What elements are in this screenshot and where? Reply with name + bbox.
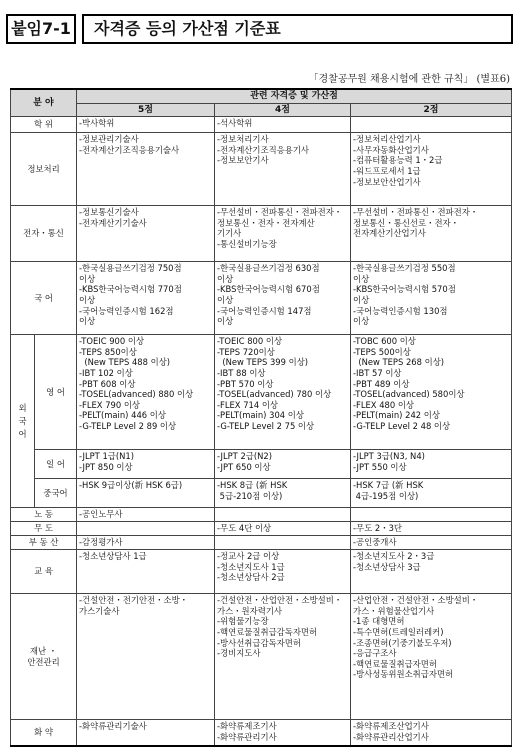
cell-line: -KBS한국어능력시험 670점: [217, 284, 320, 295]
cell-line: 전자계산기산업기사: [353, 228, 426, 239]
cell-5: [77, 479, 215, 508]
cell-5: [77, 206, 215, 262]
foreign-language-group: [11, 335, 35, 508]
cell-line: (New TEPS 399 이상): [217, 357, 309, 368]
cell-line: -KBS한국어능력시험 570점: [353, 284, 456, 295]
cell-line: -건설안전・산업안전・소방설비・: [217, 595, 343, 606]
table-row: [11, 206, 512, 262]
cell-line: -TEPS 850이상: [79, 346, 137, 357]
cell-line: -1종 대형면허: [353, 616, 405, 627]
field-cell: 국 어: [11, 262, 77, 335]
cell-4: [215, 262, 351, 335]
cell-line: -조종면허(기중기불도우저): [353, 637, 452, 648]
cell-line: -HSK 9급이상(新 HSK 6급): [79, 480, 183, 491]
cell-line: 정보통신・통신선로・전자・: [353, 217, 460, 228]
cell-line: -응급구조사: [353, 648, 397, 659]
field-cell: 정보처리: [11, 133, 77, 206]
cell-5: [77, 335, 215, 450]
cell-line: -정보처리산업기사: [353, 134, 421, 145]
cell-2: [351, 508, 512, 522]
source-note: 「경찰공무원 채용시험에 관한 규칙」 (별표6): [308, 74, 510, 85]
cell-4: [215, 594, 351, 720]
table-row: [11, 550, 512, 594]
cell-line: -정보보안기사: [217, 155, 269, 166]
cell-5: [77, 594, 215, 720]
cell-line: -JPT 550 이상: [353, 461, 407, 472]
cell-line: -화약류관리산업기사: [353, 731, 429, 742]
cell-4: [215, 450, 351, 479]
cell-line: -무도 2・3단: [353, 523, 402, 534]
table-body: [11, 117, 512, 746]
subfield-cell: 중국어: [35, 479, 77, 508]
field-cell: 부 동 산: [11, 536, 77, 550]
cell-4: [215, 479, 351, 508]
cell-line: -방사선취급감독자면허: [217, 637, 301, 648]
cell-line: -TEPS 720이상: [217, 346, 275, 357]
cell-line: -감정평가사: [79, 537, 123, 548]
cell-line: -핵연료물질취급자면허: [353, 658, 437, 669]
cell-line: 이상: [79, 316, 96, 327]
cell-5: [77, 508, 215, 522]
cell-line: -무선설비・전파통신・전파전자・: [353, 207, 479, 218]
cell-line: 기기사: [217, 228, 242, 239]
col-5-header: 5점: [77, 103, 215, 117]
table-row: [11, 479, 512, 508]
attachment-badge: 붙임7-1: [6, 14, 76, 44]
cell-2: [351, 479, 512, 508]
cell-line: -한국실용글쓰기검정 750점: [79, 263, 182, 274]
subfield-cell: 일 어: [35, 450, 77, 479]
cell-line: -IBT 57 이상: [353, 367, 402, 378]
cell-4: [215, 117, 351, 133]
cell-line: -정보통신기술사: [79, 207, 139, 218]
cell-line: -공인중개사: [353, 537, 397, 548]
cell-line: -PBT 489 이상: [353, 378, 410, 389]
cell-line: 가스・원자력기사: [217, 605, 283, 616]
cell-line: -JLPT 2급(N2): [217, 451, 273, 462]
cell-line: (New TEPS 488 이상): [79, 357, 171, 368]
cell-line: -정교사 2급 이상: [217, 551, 280, 562]
cell-5: [77, 536, 215, 550]
field-cell: 전자・통신: [11, 206, 77, 262]
cell-5: [77, 550, 215, 594]
cell-line: -석사학위: [217, 118, 253, 129]
cell-line: -화약류제조기사: [217, 721, 277, 732]
cell-line: 이상: [217, 294, 234, 305]
col-2-header: 2점: [351, 103, 512, 117]
cell-line: -국어능력인증시험 147점: [217, 305, 312, 316]
field-cell: 화 약: [11, 720, 77, 746]
cell-line: -KBS한국어능력시험 770점: [79, 284, 182, 295]
table-row: [11, 522, 512, 536]
cell-line: -G-TELP Level 2 89 이상: [79, 420, 177, 431]
cell-line: -TOSEL(advanced) 780 이상: [217, 389, 332, 400]
cell-line: 가스기술사: [79, 605, 120, 616]
cell-2: [351, 450, 512, 479]
cell-2: [351, 536, 512, 550]
cell-line: -건설안전・전기안전・소방・: [79, 595, 189, 606]
cell-4: [215, 536, 351, 550]
cell-line: -전자계산기기술사: [79, 217, 147, 228]
col-4-header: 4점: [215, 103, 351, 117]
cell-line: -경비지도사: [217, 648, 261, 659]
cell-line: -공인노무사: [79, 509, 123, 520]
field-cell: 학 위: [11, 117, 77, 133]
cell-line: -FLEX 790 이상: [79, 399, 141, 410]
subfield-cell: 영 어: [35, 335, 77, 450]
cell-line: -IBT 102 이상: [79, 367, 133, 378]
cell-line: -JPT 650 이상: [217, 461, 271, 472]
cell-line: -FLEX 714 이상: [217, 399, 279, 410]
table-row: [11, 594, 512, 720]
cell-line: 이상: [217, 316, 234, 327]
cell-line: 이상: [353, 273, 370, 284]
cell-line: -화약류제조산업기사: [353, 721, 429, 732]
field-header: 분 야: [11, 89, 77, 117]
cell-line: -워드프로세서 1급: [353, 165, 421, 176]
cell-line: -청소년상담사 2급: [217, 572, 285, 583]
cell-line: -청소년지도사 1급: [217, 561, 285, 572]
table-row: [11, 450, 512, 479]
cell-line: -JPT 850 이상: [79, 461, 133, 472]
cell-line: -특수면허(트레일러레커): [353, 626, 444, 637]
cell-2: [351, 720, 512, 746]
cell-line: -TOBC 600 이상: [353, 336, 416, 347]
cell-4: [215, 522, 351, 536]
cell-line: -PELT(main) 304 이상: [217, 410, 304, 421]
cell-line: -PBT 608 이상: [79, 378, 136, 389]
cell-line: -TOEIC 800 이상: [217, 336, 283, 347]
cell-line: -TEPS 500이상: [353, 346, 411, 357]
cell-line: -무선설비・전파통신・전파전자・: [217, 207, 343, 218]
cell-line: 5급-210점 이상): [217, 490, 283, 501]
cell-line: -박사학위: [79, 118, 115, 129]
field-cell: 재난 ・ 안전관리: [11, 594, 77, 720]
cell-line: -PELT(main) 446 이상: [79, 410, 166, 421]
cell-line: -전자계산기조직응용기사: [217, 144, 310, 155]
cell-line: 가스・위험물산업기사: [353, 605, 435, 616]
table-row: [11, 262, 512, 335]
cell-line: -사무자동화산업기사: [353, 144, 429, 155]
cell-line: -방사성동위원소취급자면허: [353, 669, 454, 680]
table-row: [11, 335, 512, 450]
cell-5: [77, 450, 215, 479]
cell-5: [77, 117, 215, 133]
cell-line: -핵연료물질취급감독자면허: [217, 626, 318, 637]
table-row: [11, 508, 512, 522]
cell-line: 정보통신・전자・전자계산: [217, 217, 315, 228]
cell-line: -국어능력인증시험 130점: [353, 305, 448, 316]
cell-line: -HSK 7급 (新 HSK: [353, 480, 424, 491]
cell-line: -JLPT 3급(N3, N4): [353, 451, 425, 462]
cell-line: -TOSEL(advanced) 580이상: [353, 389, 465, 400]
cell-line: -정보처리기사: [217, 134, 269, 145]
cell-4: [215, 335, 351, 450]
cell-line: 이상: [353, 316, 370, 327]
cell-2: [351, 550, 512, 594]
cell-line: -TOEIC 900 이상: [79, 336, 145, 347]
cell-line: -TOSEL(advanced) 880 이상: [79, 389, 194, 400]
cell-line: -컴퓨터활용능력 1・2급: [353, 155, 443, 166]
cell-line: -PELT(main) 242 이상: [353, 410, 440, 421]
table-row: [11, 117, 512, 133]
cell-line: 이상: [79, 294, 96, 305]
cell-2: [351, 335, 512, 450]
bonus-point-table: [10, 88, 512, 747]
cell-line: -국어능력인증시험 162점: [79, 305, 174, 316]
cell-4: [215, 550, 351, 594]
cell-5: [77, 720, 215, 746]
table-row: [11, 720, 512, 746]
document-header: [6, 14, 513, 48]
cell-line: -청소년상담사 3급: [353, 561, 421, 572]
cell-line: -청소년상담사 1급: [79, 551, 147, 562]
cell-line: 이상: [79, 273, 96, 284]
document-title: 자격증 등의 가산점 기준표: [82, 14, 513, 44]
cell-line: -위험물기능장: [217, 616, 269, 627]
cell-line: 이상: [217, 273, 234, 284]
cell-2: [351, 133, 512, 206]
cell-line: -통신설비기능장: [217, 238, 277, 249]
cell-5: [77, 522, 215, 536]
cell-line: 4급-195점 이상): [353, 490, 419, 501]
group-header: 관련 자격증 및 가산점: [77, 89, 512, 103]
cell-line: -화약류관리기사: [217, 731, 277, 742]
cell-line: -HSK 8급 (新 HSK: [217, 480, 288, 491]
cell-line: -청소년지도사 2・3급: [353, 551, 435, 562]
cell-line: -G-TELP Level 2 48 이상: [353, 420, 451, 431]
table-row: [11, 133, 512, 206]
cell-2: [351, 594, 512, 720]
cell-4: [215, 508, 351, 522]
cell-line: -무도 4단 이상: [217, 523, 272, 534]
field-cell: 노 동: [11, 508, 77, 522]
cell-5: [77, 262, 215, 335]
cell-line: 이상: [353, 294, 370, 305]
field-cell: 교 육: [11, 550, 77, 594]
cell-line: (New TEPS 268 이상): [353, 357, 445, 368]
cell-line: -JLPT 1급(N1): [79, 451, 135, 462]
cell-line: -G-TELP Level 2 75 이상: [217, 420, 315, 431]
cell-line: -한국실용글쓰기검정 630점: [217, 263, 320, 274]
cell-line: -정보관리기술사: [79, 134, 139, 145]
cell-line: -PBT 570 이상: [217, 378, 274, 389]
cell-line: -정보보안산업기사: [353, 176, 421, 187]
cell-4: [215, 206, 351, 262]
cell-line: -화약류관리기술사: [79, 721, 147, 732]
cell-5: [77, 133, 215, 206]
cell-2: [351, 206, 512, 262]
cell-line: -전자계산기조직응용기술사: [79, 144, 180, 155]
foreign-language-label: 외국어: [18, 402, 27, 439]
cell-line: -산업안전・건설안전・소방설비・: [353, 595, 479, 606]
cell-2: [351, 522, 512, 536]
cell-2: [351, 262, 512, 335]
cell-4: [215, 720, 351, 746]
cell-line: -IBT 88 이상: [217, 367, 266, 378]
field-cell: 무 도: [11, 522, 77, 536]
table-row: [11, 536, 512, 550]
cell-4: [215, 133, 351, 206]
cell-line: -FLEX 480 이상: [353, 399, 415, 410]
cell-2: [351, 117, 512, 133]
cell-line: -한국실용글쓰기검정 550점: [353, 263, 456, 274]
